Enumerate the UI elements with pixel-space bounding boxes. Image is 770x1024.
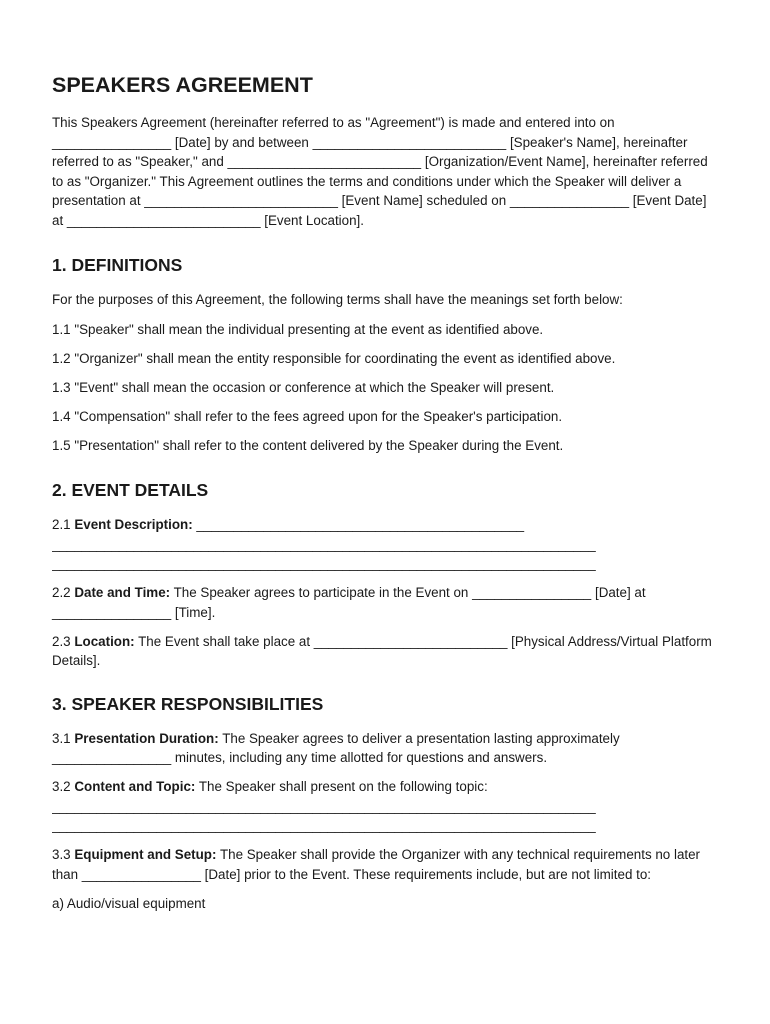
intro-paragraph: This Speakers Agreement (hereinafter referred to as "Agreement") is made and entered into on ________________ [Date] by and between __________________________ [Speaker's Name], hereinafter referred to as "Speaker," and __________________________ [Organization/Event Name], hereinafter referred to as "Organizer." This Agreement outlines the terms and conditions under which the Speaker will deliver a presentation at __________________________ [Event Name] scheduled on ________________ [Event Date] at __________________________ [Event Location]. — [52, 115, 708, 228]
clause-number: 3.3 — [52, 847, 71, 862]
clause-label: Location: — [74, 633, 135, 649]
clause-text: The Speaker agrees to participate in the Event on ________________ [Date] at ________________ [Time]. — [52, 585, 646, 620]
clause-number: 2.3 — [52, 633, 71, 649]
definition-item: 1.5 "Presentation" shall refer to the content delivered by the Speaker during the Event. — [52, 437, 564, 453]
duration-clause — [52, 729, 720, 768]
clause-text: The Speaker agrees to deliver a presentation lasting approximately ________________ minutes, including any time allotted for questions and answers. — [52, 730, 620, 765]
event-details-heading: 2. EVENT DETAILS — [52, 480, 209, 500]
clause-number: 3.2 — [52, 779, 71, 794]
date-time-clause — [52, 583, 720, 622]
equipment-clause — [52, 845, 720, 884]
blank-line: _________________________________________________________________________ — [52, 818, 596, 833]
definitions-heading: 1. DEFINITIONS — [52, 255, 183, 275]
blank-line: _________________________________________________________________________ — [52, 556, 596, 571]
clause-label: Equipment and Setup: — [74, 847, 217, 862]
blank-line: _________________________________________________________________________ — [52, 536, 596, 552]
definition-item: 1.1 "Speaker" shall mean the individual presenting at the event as identified above. — [52, 321, 544, 337]
definition-item: 1.4 "Compensation" shall refer to the fees agreed upon for the Speaker's participation. — [52, 408, 563, 424]
clause-number: 3.1 — [52, 730, 71, 746]
location-clause — [52, 632, 720, 671]
clause-text: The Speaker shall provide the Organizer with any technical requirements no later than ________________ [Date] prior to the Event. These requirements include, but are not limited to: — [52, 847, 701, 882]
blank-line: _________________________________________________________________________ — [52, 798, 596, 814]
event-description-blank: ____________________________________________ — [196, 517, 525, 532]
clause-text: The Event shall take place at __________________________ [Physical Address/Virtual Platform Details]. — [52, 633, 712, 668]
document-page — [52, 72, 720, 923]
clause-label: Date and Time: — [74, 585, 171, 600]
definition-item: 1.2 "Organizer" shall mean the entity responsible for coordinating the event as identified above. — [52, 350, 616, 366]
definition-item: 1.3 "Event" shall mean the occasion or conference at which the Speaker will present. — [52, 379, 555, 395]
event-description-clause — [52, 515, 720, 574]
clause-label: Event Description: — [74, 517, 193, 532]
responsibilities-heading: 3. SPEAKER RESPONSIBILITIES — [52, 693, 324, 714]
clause-number: 2.2 — [52, 585, 71, 600]
clause-text: The Speaker shall present on the following topic: — [198, 779, 488, 794]
document-title: SPEAKERS AGREEMENT — [52, 73, 313, 97]
list-item: a) Audio/visual equipment — [52, 895, 206, 911]
clause-number: 2.1 — [52, 517, 71, 532]
clause-label: Content and Topic: — [74, 779, 196, 794]
definitions-intro: For the purposes of this Agreement, the following terms shall have the meanings set forth below: — [52, 292, 623, 307]
content-topic-clause — [52, 777, 720, 836]
clause-label: Presentation Duration: — [74, 730, 219, 746]
